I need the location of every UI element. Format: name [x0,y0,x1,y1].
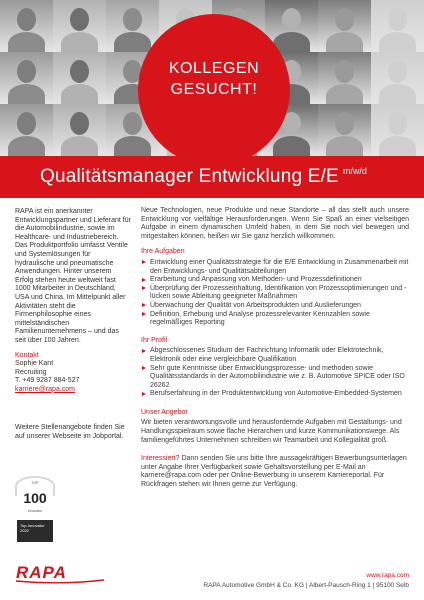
employee-portrait [371,52,424,104]
employee-portrait [53,52,106,104]
employee-portrait [53,104,106,156]
job-title: Qualitätsmanager Entwicklung E/E [40,166,339,187]
job-title-banner [0,156,424,198]
interest-paragraph [141,455,409,489]
badge-caption [17,520,53,542]
employee-portrait [0,52,53,104]
footer-web [149,572,409,579]
tasks-list [141,259,409,328]
employee-portrait [371,0,424,52]
tasks-heading: Ihre Aufgaben [141,248,185,256]
list-item: Berufserfahrung in der Produktentwicklung von Automotive-Embedded-Systemen [141,390,409,399]
offer-text: Wir bieten verantwortungsvolle und herausfordernde Aufgaben mit Gestaltungs- und Handlungsspielraum sowie flache Hierarchien und kurze Kommunikationswege. Als familiengeführtes Unternehmen schreiben wir Teamarbeit und Kollegialität groß. [141,419,402,444]
badge-caption-1: Top-Innovator [20,523,45,528]
employee-portrait [0,104,53,156]
list-item: Entwicklung einer Qualitätsstrategie für die E/E Entwicklung in Zusammenarbeit mit den Entwicklungs- und Qualitätsabteilungen [141,259,409,276]
interest-text: Dann senden Sie uns bitte Ihre aussagekräftigen Bewerbungsunterlagen unter Angabe Ihrer Verfügbarkeit sowie Gehaltsvorstellung per E-Mail an karriere@rapa.com oder per Online-Bewerbung in unserem Karriereportal. Für Rückfragen stehen wir Ihnen gerne zur Verfügung. [141,455,407,489]
rapa-logo [16,563,106,585]
badge-top: TOP [31,481,39,485]
employee-portrait [0,0,53,52]
list-item: Abgeschlossenes Studium der Fachrichtung Informatik oder Elektrotechnik, Elektronik oder eine vergleichbare Qualifikation [141,347,409,364]
employee-portrait [106,0,159,52]
website-link[interactable]: www.rapa.com [366,572,409,579]
profile-heading: Ihr Profil [141,336,168,344]
badge-number: 100 [23,490,47,506]
list-item: Erarbeitung und Anpassung von Methoden- und Prozessdefinitionen [141,276,409,285]
contact-phone[interactable]: T. +49 9287 884-527 [15,377,80,385]
footer-address: RAPA Automotive GmbH & Co. KG | Albert-Pausch-Ring 1 | 95100 Selb [203,582,409,589]
top100-badge [15,476,55,548]
offer-heading: Unser Angebot [141,408,188,416]
hero-line-1: KOLLEGEN [168,60,260,77]
interest-label: Interessiert? [141,455,180,463]
hero-text [138,58,290,100]
more-jobs-text: Weitere Stellenangebote finden Sie auf unserer Webseite im Jobportal. [15,424,125,441]
employee-portrait [371,104,424,156]
job-description [141,207,409,490]
employee-portrait [53,0,106,52]
list-item: Überwachung der Qualität von Arbeitsprodukten und Auslieferungen [141,302,409,311]
list-item: Überprüfung der Prozesseinhaltung, Identifikation von Prozessoptimierungen und -lücken sowie Ableitung geeigneter Maßnahmen [141,285,409,302]
hero-line-2: GESUCHT! [170,81,258,98]
intro-text: Neue Technologien, neue Produkte und neue Standorte – all das stellt auch unsere Entwicklung vor vielfältige Herausforderungen. Wenn Sie Spaß an einer vielseitigen Aufgabe in einem dynamischen Umfeld haben, in dem Sie noch viel bewegen und mitgestalten können, heißen wir Sie ganz herzlich willkommen. [141,207,409,240]
hero-badge [138,48,290,136]
company-about: RAPA ist ein anerkannter Entwicklungspartner und Lieferant für die Automobilindustrie, sowie im Healthcare- und Industriebereich. Das Produktportfolio umfasst Ventile und Systemlösungen für hydraulische und pneumatische Anwendungen. Hinter unserem Erfolg stehen heute weltweit fast 1000 Mitarbeiter in Deutschland, USA und China. Im Mittelpunkt aller Aktivitäten steht die Firmenphilosophie eines mittelständischen Familienunternehmens – und das seit über 100 Jahren. [15,208,131,344]
list-item: Sehr gute Kenntnisse über Entwicklungsprozesse- und methoden sowie Qualitätsstandards in der Automobilindustrie wie z. B. Automotive SPICE oder ISO 26262 [141,365,409,391]
employee-portrait [318,104,371,156]
logo-text: RAPA [16,563,67,582]
profile-list [141,347,409,399]
badge-caption-2: 2022 [20,528,29,533]
company-sidebar [15,208,131,448]
employee-portrait [318,52,371,104]
contact-heading: Kontakt [15,351,39,359]
contact-email-link[interactable]: karriere@rapa.com [15,385,76,393]
contact-dept: Recruiting [15,368,47,376]
badge-line: Innovator [27,509,43,513]
list-item: Definition, Erhebung und Analyse prozessrelevanter Kennzahlen sowie regelmäßiges Reporting [141,311,409,328]
contact-name: Sophie Kant [15,360,54,368]
employee-portrait [318,0,371,52]
gender-suffix: m/w/d [342,166,367,176]
